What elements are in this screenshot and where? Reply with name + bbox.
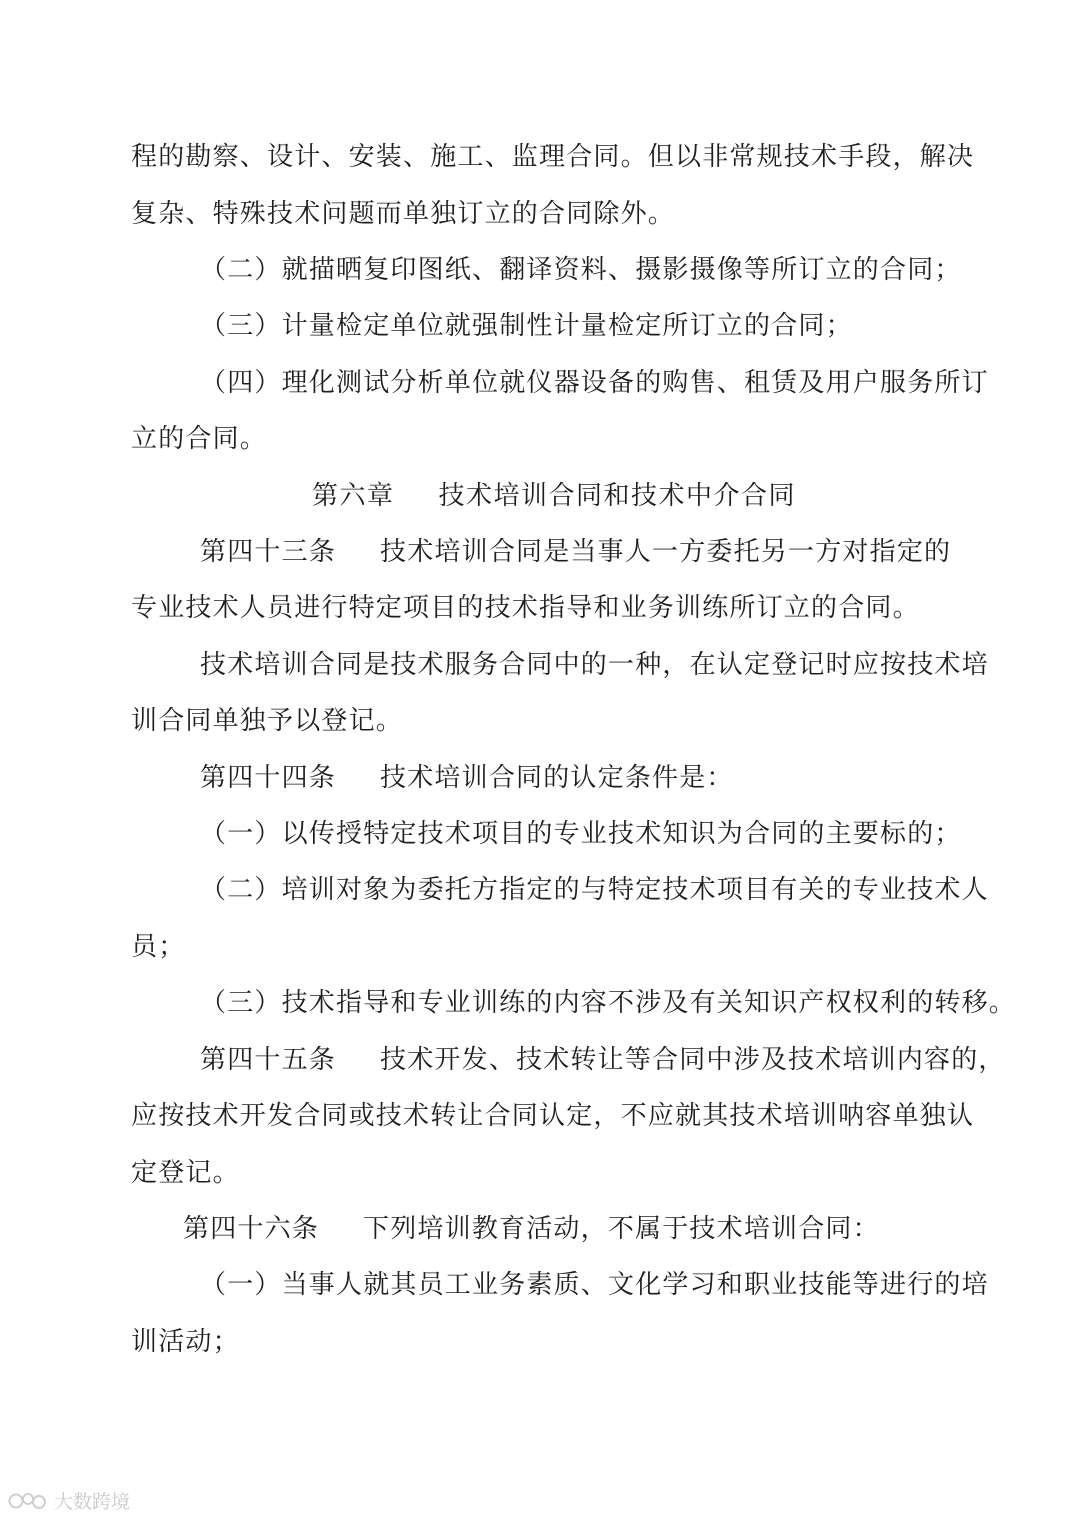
watermark-text: 大数跨境 (54, 1491, 131, 1513)
watermark (8, 1487, 130, 1514)
chapter-number: 第六章 (312, 481, 395, 511)
article-44 (200, 761, 734, 795)
article-text: 技术培训合同的认定条件是： (380, 763, 734, 793)
list-item: （三）技术指导和专业训练的内容不涉及有关知识产权权利的转移。 (200, 988, 1017, 1018)
paragraph-line: 技术培训合同是技术服务合同中的一种，在认定登记时应按技术培 (200, 650, 989, 680)
article-text: 技术培训合同是当事人一方委托另一方对指定的 (380, 537, 952, 567)
article-text: 下列培训教育活动，不属于技术培训合同： (363, 1214, 880, 1244)
list-item: （三）计量检定单位就强制性计量检定所订立的合同； (200, 311, 853, 341)
paragraph-line: 立的合同。 (131, 424, 268, 454)
chapter-title: 技术培训合同和技术中介合同 (438, 481, 797, 511)
list-item: （一）以传授特定技术项目的专业技术知识为合同的主要标的； (200, 819, 962, 849)
paragraph-line: 应按技术开发合同或技术转让合同认定，不应就其技术培训呐容单独认 (131, 1101, 975, 1131)
paragraph-line: 复杂、特殊技术问题而单独订立的合同除外。 (131, 199, 676, 229)
article-label: 第四十五条 (200, 1045, 337, 1075)
list-item: （二）培训对象为委托方指定的与特定技术项目有关的专业技术人 (200, 875, 989, 905)
paragraph-line: 定登记。 (131, 1158, 240, 1188)
paragraph-line: 训合同单独予以登记。 (131, 706, 404, 736)
article-46 (183, 1212, 880, 1246)
article-label: 第四十六条 (183, 1214, 320, 1244)
article-text: 技术开发、技术转让等合同中涉及技术培训内容的， (380, 1045, 1006, 1075)
chapter-heading (312, 479, 796, 513)
article-45 (200, 1043, 1006, 1077)
article-label: 第四十三条 (200, 537, 337, 567)
list-item: （一）当事人就其员工业务素质、文化学习和职业技能等进行的培 (200, 1270, 989, 1300)
paragraph-line: 员； (131, 932, 186, 962)
paragraph-line: 训活动； (131, 1327, 240, 1357)
article-label: 第四十四条 (200, 763, 337, 793)
paragraph-line: 专业技术人员进行特定项目的技术指导和业务训练所订立的合同。 (131, 593, 920, 623)
article-43 (200, 535, 951, 569)
logo-icon (8, 1490, 48, 1512)
list-item: （四）理化测试分析单位就仪器设备的购售、租赁及用户服务所订 (200, 368, 989, 398)
list-item: （二）就描晒复印图纸、翻译资料、摄影摄像等所订立的合同； (200, 255, 962, 285)
paragraph-line: 程的勘察、设计、安装、施工、监理合同。但以非常规技术手段，解决 (131, 142, 975, 172)
